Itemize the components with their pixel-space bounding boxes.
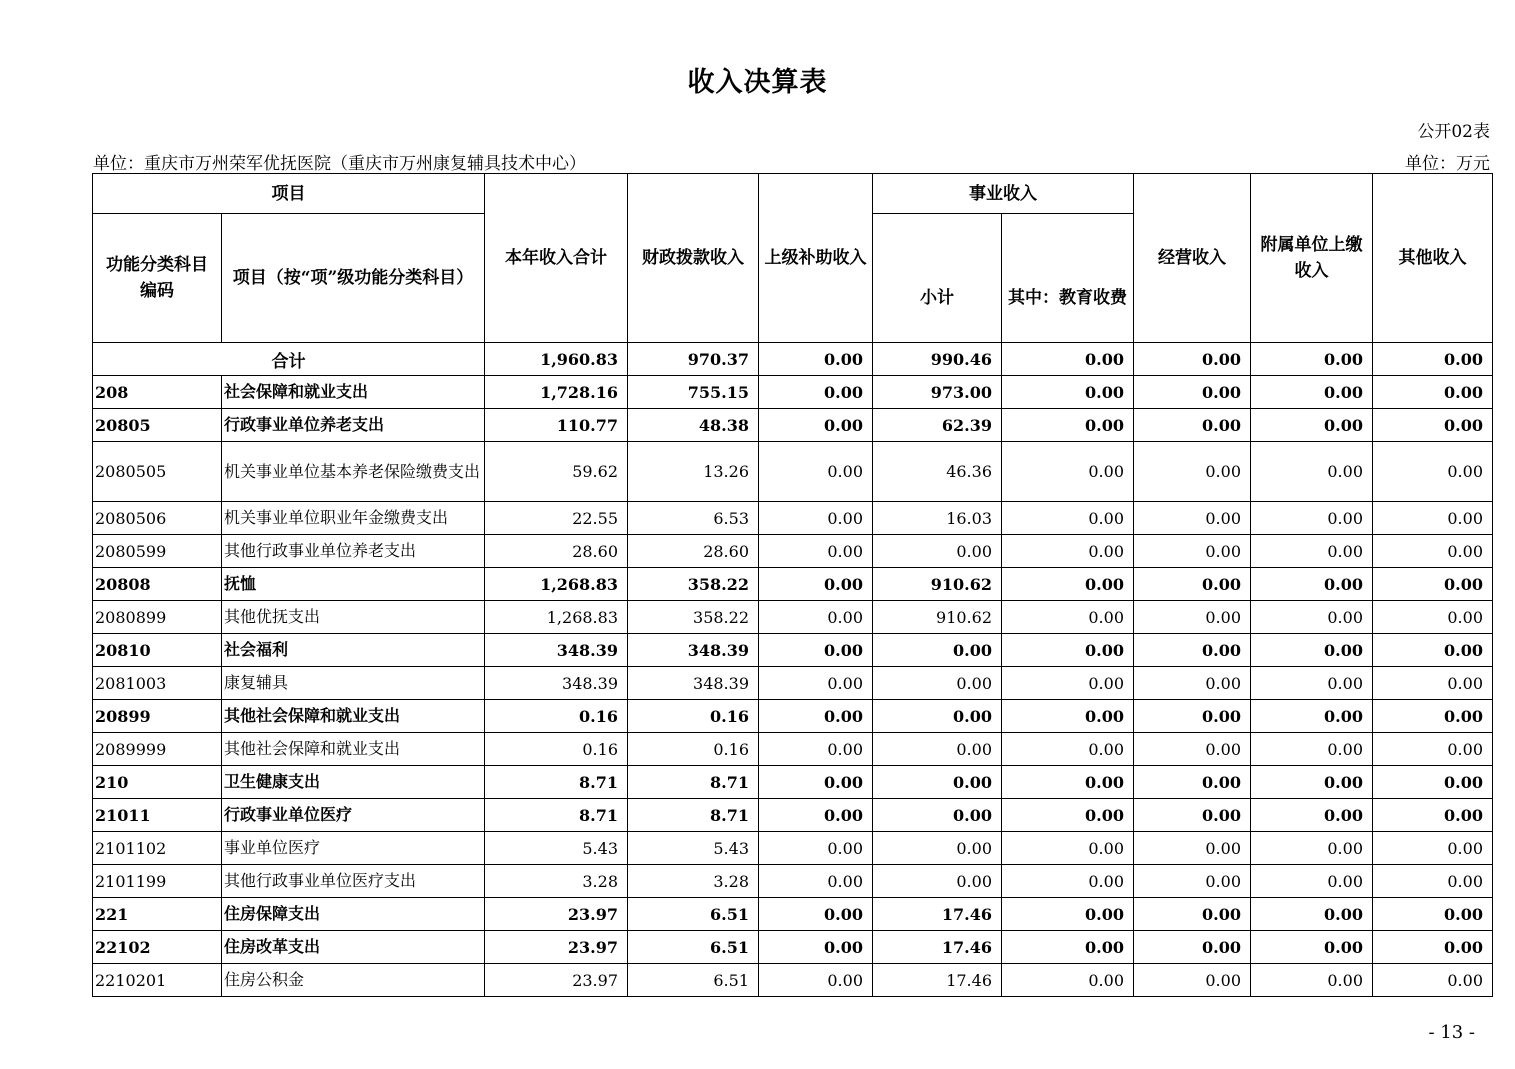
row-total: 59.62 xyxy=(485,442,628,502)
row-affiliated: 0.00 xyxy=(1251,931,1373,964)
row-affiliated: 0.00 xyxy=(1251,700,1373,733)
row-operating: 0.00 xyxy=(1134,568,1251,601)
row-operating: 0.00 xyxy=(1134,502,1251,535)
row-other: 0.00 xyxy=(1373,766,1493,799)
row-other: 0.00 xyxy=(1373,832,1493,865)
table-row xyxy=(93,601,1493,634)
table-row xyxy=(93,409,1493,442)
row-subtotal: 0.00 xyxy=(873,799,1002,832)
row-code: 2081003 xyxy=(93,667,222,700)
row-operating: 0.00 xyxy=(1134,634,1251,667)
row-affiliated: 0.00 xyxy=(1251,799,1373,832)
table-row xyxy=(93,865,1493,898)
row-superior: 0.00 xyxy=(759,376,873,409)
row-superior: 0.00 xyxy=(759,931,873,964)
row-edu: 0.00 xyxy=(1002,832,1134,865)
row-fiscal: 13.26 xyxy=(628,442,759,502)
row-subtotal: 62.39 xyxy=(873,409,1002,442)
row-affiliated: 0.00 xyxy=(1251,832,1373,865)
row-superior: 0.00 xyxy=(759,568,873,601)
row-operating: 0.00 xyxy=(1134,799,1251,832)
row-subtotal: 0.00 xyxy=(873,535,1002,568)
row-affiliated: 0.00 xyxy=(1251,634,1373,667)
row-edu: 0.00 xyxy=(1002,442,1134,502)
header-name: 项目（按“项”级功能分类科目） xyxy=(222,214,485,343)
row-edu: 0.00 xyxy=(1002,409,1134,442)
row-subtotal: 973.00 xyxy=(873,376,1002,409)
row-edu: 0.00 xyxy=(1002,535,1134,568)
row-superior: 0.00 xyxy=(759,409,873,442)
row-fiscal: 48.38 xyxy=(628,409,759,442)
row-operating: 0.00 xyxy=(1134,700,1251,733)
row-total: 8.71 xyxy=(485,766,628,799)
page-title: 收入决算表 xyxy=(687,67,828,98)
total-other: 0.00 xyxy=(1373,343,1493,376)
row-subtotal: 16.03 xyxy=(873,502,1002,535)
row-name: 住房改革支出 xyxy=(222,931,485,964)
row-code: 2089999 xyxy=(93,733,222,766)
row-fiscal: 358.22 xyxy=(628,568,759,601)
row-superior: 0.00 xyxy=(759,832,873,865)
row-name: 住房公积金 xyxy=(222,964,485,997)
header-other: 其他收入 xyxy=(1373,174,1493,343)
row-edu: 0.00 xyxy=(1002,799,1134,832)
table-row xyxy=(93,964,1493,997)
row-subtotal: 17.46 xyxy=(873,964,1002,997)
row-affiliated: 0.00 xyxy=(1251,898,1373,931)
row-subtotal: 46.36 xyxy=(873,442,1002,502)
table-row xyxy=(93,766,1493,799)
row-edu: 0.00 xyxy=(1002,568,1134,601)
row-affiliated: 0.00 xyxy=(1251,667,1373,700)
row-total: 110.77 xyxy=(485,409,628,442)
header-subtotal xyxy=(873,214,1002,343)
row-edu: 0.00 xyxy=(1002,601,1134,634)
table-row xyxy=(93,535,1493,568)
row-name: 康复辅具 xyxy=(222,667,485,700)
row-code: 2080506 xyxy=(93,502,222,535)
row-subtotal: 17.46 xyxy=(873,898,1002,931)
row-fiscal: 5.43 xyxy=(628,832,759,865)
row-other: 0.00 xyxy=(1373,634,1493,667)
row-total: 23.97 xyxy=(485,898,628,931)
row-code: 20899 xyxy=(93,700,222,733)
row-superior: 0.00 xyxy=(759,502,873,535)
row-fiscal: 755.15 xyxy=(628,376,759,409)
header-edu xyxy=(1002,214,1134,343)
row-code: 20810 xyxy=(93,634,222,667)
row-total: 1,728.16 xyxy=(485,376,628,409)
row-other: 0.00 xyxy=(1373,601,1493,634)
header-edu-label: 其中：教育收费 xyxy=(1008,288,1127,308)
row-total: 22.55 xyxy=(485,502,628,535)
row-fiscal: 6.51 xyxy=(628,964,759,997)
row-operating: 0.00 xyxy=(1134,667,1251,700)
income-table xyxy=(92,173,1493,997)
currency-unit: 单位：万元 xyxy=(1405,154,1490,174)
row-total: 1,268.83 xyxy=(485,601,628,634)
row-other: 0.00 xyxy=(1373,535,1493,568)
row-superior: 0.00 xyxy=(759,667,873,700)
row-operating: 0.00 xyxy=(1134,535,1251,568)
row-edu: 0.00 xyxy=(1002,931,1134,964)
reporting-unit: 单位：重庆市万州荣军优抚医院（重庆市万州康复辅具技术中心） xyxy=(93,154,586,174)
row-superior: 0.00 xyxy=(759,964,873,997)
row-affiliated: 0.00 xyxy=(1251,766,1373,799)
total-superior: 0.00 xyxy=(759,343,873,376)
row-affiliated: 0.00 xyxy=(1251,865,1373,898)
row-affiliated: 0.00 xyxy=(1251,502,1373,535)
row-code: 20805 xyxy=(93,409,222,442)
row-other: 0.00 xyxy=(1373,931,1493,964)
table-row xyxy=(93,832,1493,865)
table-row xyxy=(93,733,1493,766)
total-fiscal: 970.37 xyxy=(628,343,759,376)
row-operating: 0.00 xyxy=(1134,964,1251,997)
row-subtotal: 0.00 xyxy=(873,865,1002,898)
row-total: 0.16 xyxy=(485,733,628,766)
row-name: 机关事业单位职业年金缴费支出 xyxy=(222,502,485,535)
row-name: 行政事业单位养老支出 xyxy=(222,409,485,442)
row-subtotal: 0.00 xyxy=(873,766,1002,799)
row-other: 0.00 xyxy=(1373,799,1493,832)
row-code: 20808 xyxy=(93,568,222,601)
total-affiliated: 0.00 xyxy=(1251,343,1373,376)
row-affiliated: 0.00 xyxy=(1251,568,1373,601)
row-superior: 0.00 xyxy=(759,700,873,733)
row-code: 2210201 xyxy=(93,964,222,997)
row-operating: 0.00 xyxy=(1134,442,1251,502)
row-total: 3.28 xyxy=(485,865,628,898)
total-row xyxy=(93,343,1493,376)
row-total: 0.16 xyxy=(485,700,628,733)
row-name: 行政事业单位医疗 xyxy=(222,799,485,832)
row-subtotal: 910.62 xyxy=(873,601,1002,634)
row-name: 事业单位医疗 xyxy=(222,832,485,865)
row-code: 21011 xyxy=(93,799,222,832)
header-business: 事业收入 xyxy=(873,174,1134,214)
row-edu: 0.00 xyxy=(1002,502,1134,535)
row-subtotal: 910.62 xyxy=(873,568,1002,601)
row-subtotal: 0.00 xyxy=(873,733,1002,766)
row-fiscal: 6.53 xyxy=(628,502,759,535)
total-subtotal: 990.46 xyxy=(873,343,1002,376)
table-row xyxy=(93,568,1493,601)
row-superior: 0.00 xyxy=(759,733,873,766)
row-superior: 0.00 xyxy=(759,442,873,502)
header-operating: 经营收入 xyxy=(1134,174,1251,343)
row-name: 住房保障支出 xyxy=(222,898,485,931)
row-other: 0.00 xyxy=(1373,733,1493,766)
header-affiliated: 附属单位上缴收入 xyxy=(1251,174,1373,343)
row-name: 其他社会保障和就业支出 xyxy=(222,733,485,766)
row-other: 0.00 xyxy=(1373,409,1493,442)
row-superior: 0.00 xyxy=(759,865,873,898)
form-number: 公开02表 xyxy=(1417,122,1490,142)
row-total: 8.71 xyxy=(485,799,628,832)
table-row xyxy=(93,898,1493,931)
table-body xyxy=(93,343,1493,997)
row-superior: 0.00 xyxy=(759,601,873,634)
header-code: 功能分类科目编码 xyxy=(93,214,222,343)
row-code: 210 xyxy=(93,766,222,799)
table-row xyxy=(93,799,1493,832)
row-subtotal: 17.46 xyxy=(873,931,1002,964)
row-total: 5.43 xyxy=(485,832,628,865)
row-fiscal: 6.51 xyxy=(628,931,759,964)
header-subtotal-label: 小计 xyxy=(920,288,954,308)
row-fiscal: 28.60 xyxy=(628,535,759,568)
row-total: 28.60 xyxy=(485,535,628,568)
row-fiscal: 358.22 xyxy=(628,601,759,634)
row-affiliated: 0.00 xyxy=(1251,733,1373,766)
row-other: 0.00 xyxy=(1373,376,1493,409)
table-row xyxy=(93,376,1493,409)
row-other: 0.00 xyxy=(1373,502,1493,535)
row-other: 0.00 xyxy=(1373,898,1493,931)
row-name: 抚恤 xyxy=(222,568,485,601)
row-name: 其他优抚支出 xyxy=(222,601,485,634)
row-superior: 0.00 xyxy=(759,766,873,799)
row-code: 208 xyxy=(93,376,222,409)
row-operating: 0.00 xyxy=(1134,733,1251,766)
row-edu: 0.00 xyxy=(1002,865,1134,898)
row-code: 2080505 xyxy=(93,442,222,502)
row-total: 348.39 xyxy=(485,634,628,667)
row-superior: 0.00 xyxy=(759,535,873,568)
row-affiliated: 0.00 xyxy=(1251,409,1373,442)
total-label: 合计 xyxy=(93,343,485,376)
row-total: 348.39 xyxy=(485,667,628,700)
table-row xyxy=(93,502,1493,535)
table-row xyxy=(93,634,1493,667)
row-subtotal: 0.00 xyxy=(873,832,1002,865)
row-edu: 0.00 xyxy=(1002,964,1134,997)
row-edu: 0.00 xyxy=(1002,733,1134,766)
total-operating: 0.00 xyxy=(1134,343,1251,376)
row-fiscal: 6.51 xyxy=(628,898,759,931)
table-row xyxy=(93,667,1493,700)
row-other: 0.00 xyxy=(1373,442,1493,502)
row-code: 2101102 xyxy=(93,832,222,865)
row-operating: 0.00 xyxy=(1134,931,1251,964)
row-edu: 0.00 xyxy=(1002,898,1134,931)
row-code: 2080599 xyxy=(93,535,222,568)
total-edu: 0.00 xyxy=(1002,343,1134,376)
row-superior: 0.00 xyxy=(759,799,873,832)
row-superior: 0.00 xyxy=(759,898,873,931)
row-name: 卫生健康支出 xyxy=(222,766,485,799)
row-edu: 0.00 xyxy=(1002,700,1134,733)
header-project: 项目 xyxy=(93,174,485,214)
row-name: 其他行政事业单位养老支出 xyxy=(222,535,485,568)
table-row xyxy=(93,700,1493,733)
row-affiliated: 0.00 xyxy=(1251,376,1373,409)
row-operating: 0.00 xyxy=(1134,898,1251,931)
row-operating: 0.00 xyxy=(1134,766,1251,799)
row-name: 其他社会保障和就业支出 xyxy=(222,700,485,733)
total-total: 1,960.83 xyxy=(485,343,628,376)
row-total: 1,268.83 xyxy=(485,568,628,601)
row-edu: 0.00 xyxy=(1002,667,1134,700)
row-fiscal: 0.16 xyxy=(628,700,759,733)
row-name: 社会保障和就业支出 xyxy=(222,376,485,409)
row-code: 221 xyxy=(93,898,222,931)
row-fiscal: 8.71 xyxy=(628,799,759,832)
table-row xyxy=(93,931,1493,964)
row-edu: 0.00 xyxy=(1002,634,1134,667)
row-code: 22102 xyxy=(93,931,222,964)
row-subtotal: 0.00 xyxy=(873,667,1002,700)
row-operating: 0.00 xyxy=(1134,832,1251,865)
row-affiliated: 0.00 xyxy=(1251,964,1373,997)
row-other: 0.00 xyxy=(1373,964,1493,997)
row-name: 机关事业单位基本养老保险缴费支出 xyxy=(222,442,485,502)
row-fiscal: 8.71 xyxy=(628,766,759,799)
row-operating: 0.00 xyxy=(1134,865,1251,898)
row-other: 0.00 xyxy=(1373,568,1493,601)
row-other: 0.00 xyxy=(1373,667,1493,700)
row-operating: 0.00 xyxy=(1134,409,1251,442)
row-fiscal: 348.39 xyxy=(628,634,759,667)
row-superior: 0.00 xyxy=(759,634,873,667)
row-affiliated: 0.00 xyxy=(1251,601,1373,634)
row-code: 2101199 xyxy=(93,865,222,898)
row-fiscal: 0.16 xyxy=(628,733,759,766)
header-superior: 上级补助收入 xyxy=(759,174,873,343)
row-subtotal: 0.00 xyxy=(873,700,1002,733)
row-affiliated: 0.00 xyxy=(1251,535,1373,568)
row-total: 23.97 xyxy=(485,964,628,997)
row-other: 0.00 xyxy=(1373,865,1493,898)
row-subtotal: 0.00 xyxy=(873,634,1002,667)
row-code: 2080899 xyxy=(93,601,222,634)
row-fiscal: 348.39 xyxy=(628,667,759,700)
page-number: - 13 - xyxy=(1428,1022,1475,1043)
row-operating: 0.00 xyxy=(1134,376,1251,409)
row-name: 其他行政事业单位医疗支出 xyxy=(222,865,485,898)
header-total: 本年收入合计 xyxy=(485,174,628,343)
row-edu: 0.00 xyxy=(1002,376,1134,409)
row-total: 23.97 xyxy=(485,931,628,964)
table-row xyxy=(93,442,1493,502)
row-other: 0.00 xyxy=(1373,700,1493,733)
header-fiscal: 财政拨款收入 xyxy=(628,174,759,343)
row-name: 社会福利 xyxy=(222,634,485,667)
row-affiliated: 0.00 xyxy=(1251,442,1373,502)
row-operating: 0.00 xyxy=(1134,601,1251,634)
row-edu: 0.00 xyxy=(1002,766,1134,799)
row-fiscal: 3.28 xyxy=(628,865,759,898)
